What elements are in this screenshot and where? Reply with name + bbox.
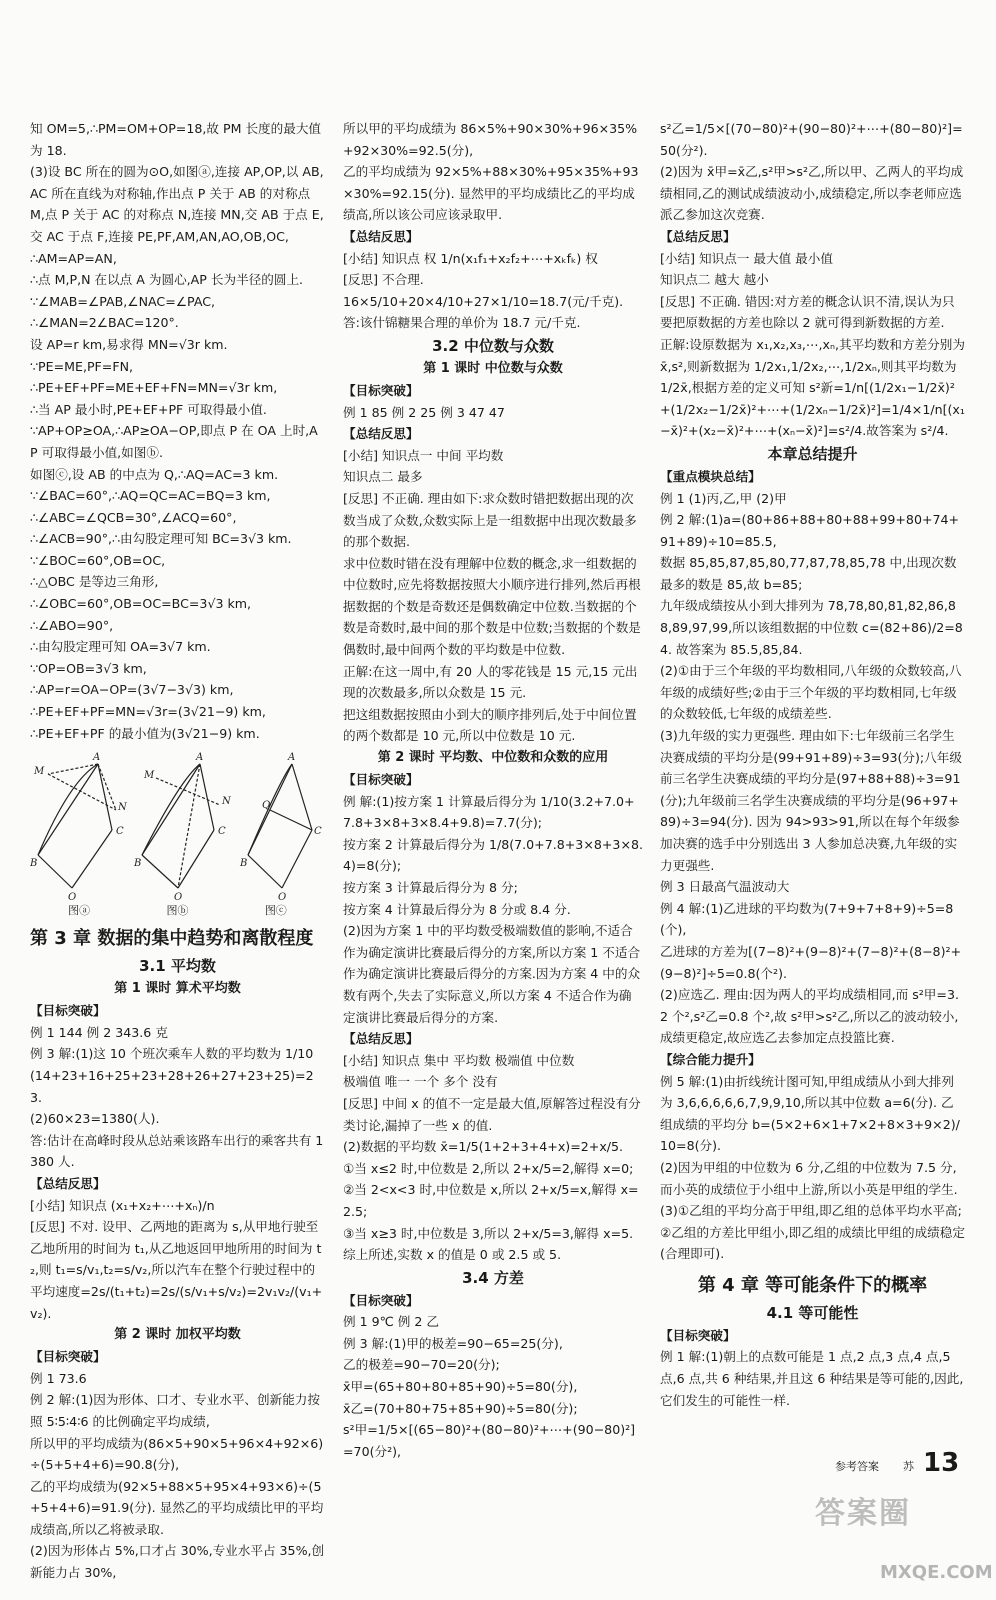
col1-line: ∴∠ACB=90°,∴由勾股定理可知 BC=3√3 km. (30, 531, 292, 547)
col2b-line: 求中位数时错在没有理解中位数的概念,求一组数据的中位数时,应先将数据按照大小顺序进行排列,然后再根据数据的个数是奇数还是偶数确定中位数.当数据的个数是奇数时,最中间的那个数是中位数;当数据的个数是偶数时,最中间两个数的平均数是中位数. (343, 555, 641, 658)
svg-text:C: C (116, 826, 124, 838)
col2c-line: ①当 x≤2 时,中位数是 2,所以 2+x/5=2,解得 x=0; (343, 1160, 634, 1176)
col1b-line: (2)60×23=1380(人). (30, 1111, 160, 1127)
col2c-line: ③当 x≥3 时,中位数是 3,所以 2+x/5=3,解得 x=5. (343, 1225, 634, 1241)
col2c-line: 【目标突破】 (343, 772, 419, 788)
svg-text:B: B (240, 858, 248, 870)
col1-line: ∴∠MAN=2∠BAC=120°. (30, 315, 179, 331)
col2d-line: 乙的极差=90−70=20(分); (343, 1357, 500, 1373)
column-2 (343, 118, 643, 1462)
col1-line: ∴∠OBC=60°,OB=OC=BC=3√3 km, (30, 596, 252, 612)
page-footer (835, 1448, 975, 1482)
svg-text:A: A (196, 752, 204, 764)
col1b-line: 【目标突破】 (30, 1003, 106, 1019)
col2c-line: 【总结反思】 (343, 1031, 419, 1047)
col3b-line: 例 4 解:(1)乙进球的平均数为(7+9+7+8+9)÷5=8(个), (660, 900, 954, 938)
chapter-3-title: 第 3 章 数据的集中趋势和离散程度 (30, 928, 314, 950)
col3b-line: 例 5 解:(1)由折线统计图可知,甲组成绩从小到大排列为 3,6,6,6,6,6,7,9,9,10,所以其中位数 a=6(分). 乙组成绩的平均分 b=(5×2+6×1+7×2+8×3+9×2)/10=8(分). (660, 1073, 960, 1154)
svg-text:N: N (222, 796, 231, 808)
column-3-top (660, 118, 965, 442)
col3b-line: 例 2 解:(1)a=(80+86+88+80+88+99+80+74+91+89)÷10=85.5, (660, 512, 960, 549)
col1-line: ∵OP=OB=3√3 km, (30, 660, 147, 676)
col2d-line: x̄甲=(65+80+80+85+90)÷5=80(分), (343, 1379, 578, 1395)
col3b-line: 例 3 日最高气温波动大 (660, 879, 790, 895)
col1c-line: 例 2 解:(1)因为形体、口才、专业水平、创新能力按照 5∶5∶4∶6 的比例确定平均成绩, (30, 1392, 320, 1429)
col1c-line: 例 1 73.6 (30, 1370, 87, 1386)
svg-text:M: M (144, 770, 155, 782)
col2a-line: 【总结反思】 (343, 228, 419, 244)
col3b-line: (2)①由于三个年级的平均数相同,八年级的众数较高,八年级的成绩好些;②由于三个年级的平均数相同,七年级的众数较低,七年级的成绩差些. (660, 663, 962, 722)
col2d-line: 【目标突破】 (343, 1292, 419, 1308)
section-4-1-title: 4.1 等可能性 (766, 1303, 859, 1322)
col1b-line: [反思] 不对. 设甲、乙两地的距离为 s,从甲地行驶至乙地所用的时间为 t₁,从乙地返回甲地所用的时间为 t₂,则 t₁=s/v₁,t₂=s/v₂,所以汽车在整个行驶过程中的平均速度=2s/(t₁+t₂)=2s/(s/v₁+s/v₂)=2v₁v₂/(v₁+v₂). (30, 1219, 323, 1321)
col2b-line: 正解:在这一周中,有 20 人的零花钱是 15 元,15 元出现的次数最多,所以众数是 15 元. (343, 663, 638, 701)
col2c-line: 极端值 唯一 一个 多个 没有 (343, 1074, 498, 1090)
col1-line: ∴△OBC 是等边三角形, (30, 574, 159, 590)
col3b-line: 例 1 (1)丙,乙,甲 (2)甲 (660, 490, 787, 506)
column-1 (30, 118, 325, 1584)
svg-text:A: A (93, 752, 101, 764)
col2d-line: 例 3 解:(1)甲的极差=90−65=25(分), (343, 1335, 563, 1351)
col2b-line: 【总结反思】 (343, 426, 419, 442)
col1-line: 如图ⓒ,设 AB 的中点为 Q,∴AQ=AC=3 km. (30, 466, 279, 482)
col3a-line: [反思] 不正确. 错因:对方差的概念认识不清,误认为只要把原数据的方差也除以 2 就可得到新数据的方差. (660, 293, 955, 331)
col1-line: ∵∠MAB=∠PAB,∠NAC=∠PAC, (30, 293, 216, 309)
figure-a-label: 图ⓐ (68, 904, 91, 918)
figure-captions (30, 904, 325, 918)
col3b-line: 数据 85,85,87,85,80,77,87,78,85,78 中,出现次数最多的数是 85,故 b=85; (660, 555, 957, 592)
col3a-line: 知识点二 越大 越小 (660, 272, 769, 288)
col2c-line: 例 解:(1)按方案 1 计算最后得分为 1/10(3.2+7.0+7.8+3×8+3×8.4+9.8)=7.7(分); (343, 793, 635, 831)
col2c-line: 综上所述,实数 x 的值是 0 或 2.5 或 5. (343, 1247, 562, 1263)
svg-text:N: N (118, 802, 127, 814)
column-3-bottom (660, 1325, 965, 1411)
chapter-summary-title: 本章总结提升 (767, 444, 858, 463)
col1-line: ∴点 M,P,N 在以点 A 为圆心,AP 长为半径的圆上. (30, 272, 304, 288)
col3a-line: s²乙=1/5×[(70−80)²+(90−80)²+⋯+(80−80)²]=50(分²). (660, 121, 963, 158)
col1-line: ∴∠ABO=90°, (30, 617, 114, 633)
col1-line: ∴PE+EF+PF 的最小值为(3√21−9) km. (30, 725, 260, 741)
col1-line: ∴当 AP 最小时,PE+EF+PF 可取得最小值. (30, 401, 267, 417)
column-1-top (30, 118, 325, 744)
column-2-lower (343, 769, 643, 1266)
lesson-3-2-1-title: 第 1 课时 中位数与众数 (423, 360, 563, 376)
col1-line: ∴由勾股定理可知 OA=3√7 km. (30, 639, 211, 655)
col1-line: ∴PE+EF+PF=ME+EF+FN=MN=√3r km, (30, 380, 278, 396)
col2c-line: [小结] 知识点 集中 平均数 极端值 中位数 (343, 1052, 575, 1068)
col2b-line: [反思] 不正确. 理由如下:求众数时错把数据出现的次数当成了众数,众数实际上是一组数据中出现次数最多的那个数据. (343, 490, 637, 550)
col2c-line: [反思] 中间 x 的值不一定是最大值,原解答过程没有分类讨论,漏掉了一些 x 的值. (343, 1095, 641, 1133)
col2b-line: 把这组数据按照由小到大的顺序排列后,处于中间位置的两个数都是 10 元,所以中位数是 10 元. (343, 706, 637, 744)
col2d-line: x̄乙=(70+80+75+85+90)÷5=80(分); (343, 1400, 578, 1416)
lesson-3-1-1-title: 第 1 课时 算术平均数 (114, 981, 241, 997)
column-1-bottom (30, 1346, 325, 1584)
col2a-line: 乙的平均成绩为 92×5%+88×30%+95×35%+93×30%=92.15(分). 显然甲的平均成绩比乙的平均成绩高,所以该公司应该录取甲. (343, 164, 639, 223)
svg-text:O: O (174, 892, 183, 901)
column-3-mid (660, 466, 965, 1265)
section-3-2-title: 3.2 中位数与众数 (432, 336, 554, 355)
geometry-figures (30, 750, 325, 900)
col1-line: ∴PE+EF+PF=MN=√3r=(3√21−9) km, (30, 704, 266, 720)
col2d-line: 例 1 9℃ 例 2 乙 (343, 1314, 439, 1330)
col3b-line: (3)①乙组的平均分高于甲组,即乙组的总体平均水平高;②乙组的方差比甲组小,即乙组的成绩比甲组的成绩稳定(合理即可). (660, 1203, 965, 1262)
col3b-line: (2)应选乙. 理由:因为两人的平均成绩相同,而 s²甲=3.2 个²,s²乙=0.8 个²,故 s²甲>s²乙,所以乙的波动较小,成绩更稳定,故应选乙去参加定点投篮比赛. (660, 987, 959, 1046)
lesson-3-2-2-title: 第 2 课时 平均数、中位数和众数的应用 (377, 750, 609, 766)
col2a-line: 所以甲的平均成绩为 86×5%+90×30%+96×35%+92×30%=92.5(分), (343, 121, 638, 158)
page-number: 13 (923, 1448, 960, 1478)
col1c-line: 乙的平均成绩为(92×5+88×5+95×4+93×6)÷(5+5+4+6)=91.9(分). 显然乙的平均成绩比甲的平均成绩高,所以乙将被录取. (30, 1478, 324, 1537)
col2d-line: s²甲=1/5×[(65−80)²+(80−80)²+⋯+(90−80)²]=70(分²), (343, 1422, 636, 1459)
svg-text:O: O (278, 892, 287, 901)
col2b-line: [小结] 知识点一 中间 平均数 (343, 447, 504, 463)
col3b-line: 【重点模块总结】 (660, 468, 761, 484)
col3c-line: 例 1 解:(1)朝上的点数可能是 1 点,2 点,3 点,4 点,5 点,6 点,共 6 种结果,并且这 6 种结果是等可能的,因此,它们发生的可能性一样. (660, 1349, 964, 1408)
col2b-line: 【目标突破】 (343, 382, 419, 398)
svg-text:B: B (30, 858, 38, 870)
col2c-line: ②当 2<x<3 时,中位数是 x,所以 2+x/5=x,解得 x=2.5; (343, 1182, 639, 1219)
col1b-line: 例 3 解:(1)这 10 个班次乘车人数的平均数为 1/10(14+23+16+25+23+28+26+27+23+25)=23. (30, 1046, 314, 1105)
col2a-line: [反思] 不合理. (343, 272, 424, 288)
chapter-4-title: 第 4 章 等可能条件下的概率 (697, 1274, 928, 1296)
watermark-logo: 答案圈 (815, 1496, 911, 1531)
figure-c-label: 图ⓒ (264, 904, 287, 918)
col3b-line: 乙进球的方差为[(7−8)²+(9−8)²+(7−8)²+(8−8)²+(9−8)²]÷5=0.8(个²). (660, 943, 962, 981)
col2c-line: 按方案 4 计算最后得分为 8 分或 8.4 分. (343, 901, 571, 917)
col3a-line: (2)因为 x̄甲=x̄乙,s²甲>s²乙,所以甲、乙两人的平均成绩相同,乙的测试成绩波动小,成绩稳定,所以李老师应选派乙参加这次竞赛. (660, 164, 964, 223)
col1-line: ∴AP=r=OA−OP=(3√7−3√3) km, (30, 682, 234, 698)
svg-text:Q: Q (262, 800, 271, 812)
col3a-line: [小结] 知识点一 最大值 最小值 (660, 250, 833, 266)
col3b-line: 九年级成绩按从小到大排列为 78,78,80,81,82,86,88,89,97,99,所以该组数据的中位数 c=(82+86)/2=84. 故答案为 85.5,85,84. (660, 598, 963, 657)
col3c-line: 【目标突破】 (660, 1327, 736, 1343)
col2a-line: 16×5/10+20×4/10+27×1/10=18.7(元/千克). (343, 293, 624, 309)
figure-b-label: 图ⓑ (166, 904, 189, 918)
column-2-mid (343, 380, 643, 747)
col1-line: ∴AM=AP=AN, (30, 250, 117, 266)
col2c-line: 按方案 2 计算最后得分为 1/8(7.0+7.8+3×8+3×8.4)=8(分); (343, 836, 644, 874)
col1-line: ∵∠BOC=60°,OB=OC, (30, 552, 166, 568)
col3a-line: 正解:设原数据为 x₁,x₂,x₃,⋯,xₙ,其平均数和方差分别为 x̄,s²,则新数据为 1/2x₁,1/2x₂,⋯,1/2xₙ,则其平均数为 1/2x̄,根据方差的定义可知 s²新=1/n[(1/2x₁−1/2x̄)²+(1/2x₂−1/2x̄)²+⋯+(1/2xₙ−1/2x̄)²]=1/4×1/n[(x₁−x̄)²+(x₂−x̄)²+⋯+(xₙ−x̄)²]=s²/4.故答案为 s²/4. (660, 336, 965, 439)
col2b-line: 知识点二 最多 (343, 469, 423, 485)
col1b-line: 【总结反思】 (30, 1175, 106, 1191)
col3a-line: 【总结反思】 (660, 228, 736, 244)
svg-text:C: C (314, 826, 322, 838)
col1c-line: (2)因为形体占 5%,口才占 30%,专业水平占 35%,创新能力占 30%, (30, 1543, 325, 1581)
svg-text:C: C (218, 826, 226, 838)
col1-line: ∴∠ABC=∠QCB=30°,∠ACQ=60°, (30, 509, 237, 525)
section-3-4-title: 3.4 方差 (462, 1268, 524, 1287)
col1-line: ∵PE=ME,PF=FN, (30, 358, 134, 374)
col1c-line: 所以甲的平均成绩为(86×5+90×5+96×4+92×6)÷(5+5+4+6)=90.8(分), (30, 1435, 324, 1473)
col2c-line: (2)因为方案 1 中的平均数受极端数值的影响,不适合作为确定演讲比赛最后得分的方案,所以方案 1 不适合作为确定演讲比赛最后得分的方案.因为方案 4 中的众数有两个,失去了实际意义,所以方案 4 不适合作为确定演讲比赛最后得分的方案. (343, 923, 641, 1025)
col1-line: ∵AP+OP≥OA,∴AP≥OA−OP,即点 P 在 OA 上时,AP 可取得最小值,如图ⓑ. (30, 423, 318, 460)
col1-line: 设 AP=r km,易求得 MN=√3r km. (30, 336, 228, 352)
footer-tag: 参考答案 (835, 1460, 879, 1473)
column-1-mid (30, 1000, 325, 1324)
watermark-text: MXQE.COM (880, 1562, 993, 1583)
col1b-line: 答:估计在高峰时段从总站乘该路车出行的乘客共有 1380 人. (30, 1132, 324, 1170)
col1b-line: 例 1 144 例 2 343.6 克 (30, 1024, 168, 1040)
column-2-top (343, 118, 643, 334)
col3b-line: (3)九年级的实力更强些. 理由如下:七年级前三名学生决赛成绩的平均分是(99+91+89)÷3=93(分);八年级前三名学生决赛成绩的平均分是(97+88+88)÷3=91(分);九年级前三名学生决赛成绩的平均分是(96+97+89)÷3=94(分). 因为 94>93>91,所以在每个年级参加决赛的选手中分别选出 3 人参加总决赛,九年级的实力更强些. (660, 728, 962, 873)
col1-line: (3)设 BC 所在的圆为⊙O,如图ⓐ,连接 AP,OP,以 AB,AC 所在直线为对称轴,作出点 P 关于 AB 的对称点 M,点 P 关于 AC 的对称点 N,连接 MN,交 AB 于点 E,交 AC 于点 F,连接 PE,PF,AM,AN,AO,OB,OC, (30, 164, 324, 244)
footer-subject: 苏 (903, 1460, 914, 1473)
column-2-bottom (343, 1290, 643, 1463)
col3b-line: (2)因为甲组的中位数为 6 分,乙组的中位数为 7.5 分,而小英的成绩位于小组中上游,所以小英是甲组的学生. (660, 1159, 958, 1197)
col2a-line: 答:该什锦糖果合理的单价为 18.7 元/千克. (343, 315, 581, 331)
col2a-line: [小结] 知识点 权 1/n(x₁f₁+x₂f₂+⋯+xₖfₖ) 权 (343, 250, 598, 266)
svg-text:M: M (34, 766, 45, 778)
col1-line: 知 OM=5,∴PM=OM+OP=18,故 PM 长度的最大值为 18. (30, 121, 322, 158)
col2b-line: 例 1 85 例 2 25 例 3 47 47 (343, 404, 505, 420)
svg-text:A: A (288, 752, 296, 764)
col2c-line: (2)数据的平均数 x̄=1/5(1+2+3+4+x)=2+x/5. (343, 1139, 624, 1155)
col1b-line: [小结] 知识点 (x₁+x₂+⋯+xₙ)/n (30, 1197, 215, 1213)
col1-line: ∵∠BAC=60°,∴AQ=QC=AC=BQ=3 km, (30, 488, 271, 504)
col2c-line: 按方案 3 计算最后得分为 8 分; (343, 880, 518, 895)
column-3 (660, 118, 965, 1411)
col1c-line: 【目标突破】 (30, 1349, 106, 1365)
svg-text:B: B (134, 858, 142, 870)
lesson-3-1-2-title: 第 2 课时 加权平均数 (114, 1327, 241, 1343)
col3b-line: 【综合能力提升】 (660, 1051, 761, 1067)
geometry-figures-svg (30, 750, 325, 900)
svg-text:O: O (68, 892, 77, 901)
section-3-1-title: 3.1 平均数 (139, 957, 216, 976)
